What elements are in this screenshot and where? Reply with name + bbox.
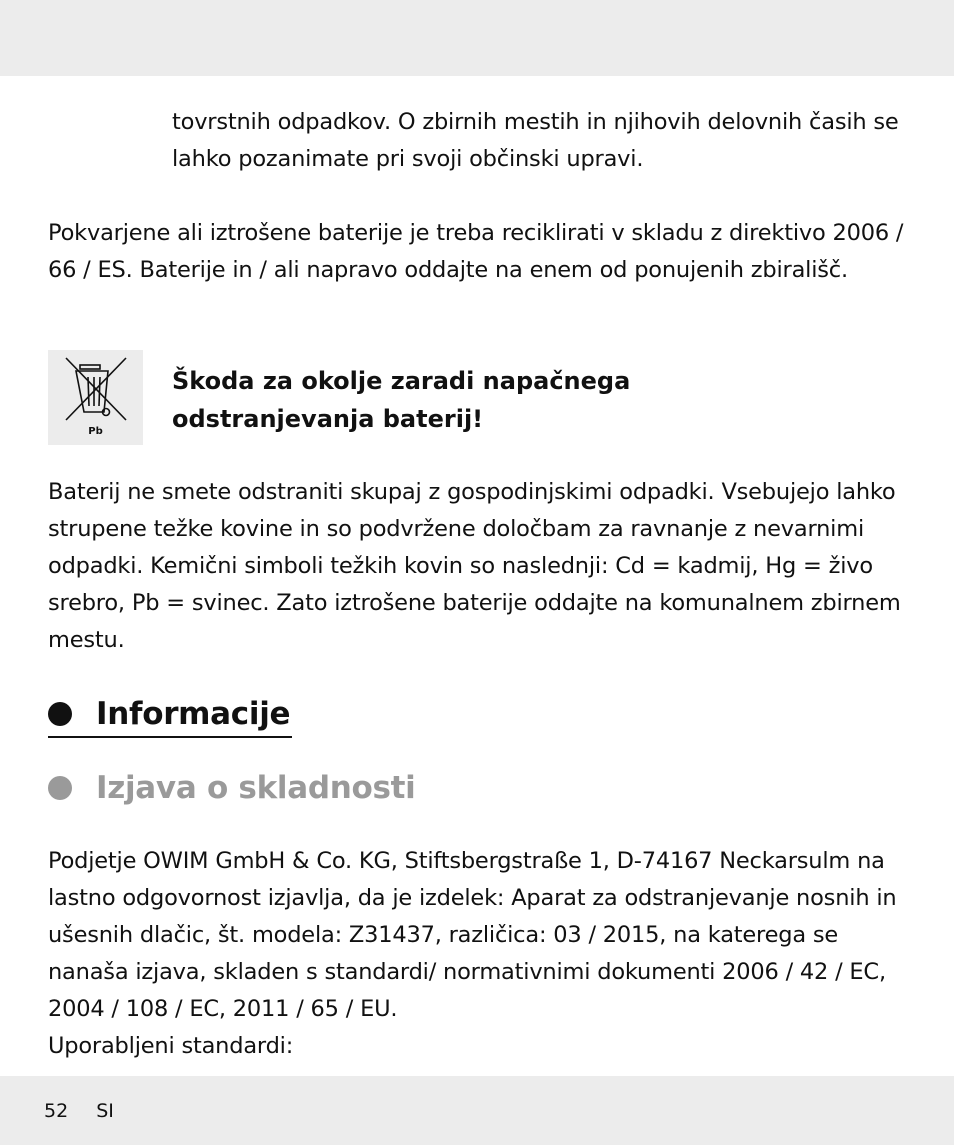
page-number: 52 [44, 1100, 69, 1122]
environment-warning [172, 362, 872, 438]
section-heading [48, 692, 292, 738]
continuation-paragraph: tovrstnih odpadkov. O zbirnih mestih in njihovih delovnih časih se lahko pozanimate pri svoji občinski upravi. [172, 109, 899, 172]
heavy-metals-paragraph: Baterij ne smete odstraniti skupaj z gospodinjskimi odpadki. Vsebujejo lahko strupene težke kovine in so podvržene določbam za ravnanje z nevarnimi odpadki. Kemični simboli težkih kovin so naslednji: Cd = kadmij, Hg = živo srebro, Pb = svinec. Zato iztrošene baterije oddajte na komunalnem zbirnem mestu. [48, 479, 901, 653]
bullet-dot [48, 702, 72, 726]
bullet-dot [48, 776, 72, 800]
subsection-heading [48, 768, 416, 808]
bottom-band [0, 1076, 954, 1145]
battery-recycling-paragraph: Pokvarjene ali iztrošene baterije je treba reciklirati v skladu z direktivo 2006 / 66 / ES. Baterije in / ali napravo oddajte na enem od ponujenih zbirališč. [48, 220, 904, 283]
section-heading-text: Informacije [96, 696, 291, 732]
top-band [0, 0, 954, 76]
subsection-heading-text: Izjava o skladnosti [96, 770, 416, 806]
declaration-text: Podjetje OWIM GmbH & Co. KG, Stiftsbergstraße 1, D-74167 Neckarsulm na lastno odgovornost izjavlja, da je izdelek: Aparat za odstranjevanje nosnih in ušesnih dlačic, št. modela: Z31437, različica: 03 / 2015, na katerega se nanaša izjava, skladen s standardi/ normativnimi dokumenti 2006 / 42 / EC, 2004 / 108 / EC, 2011 / 65 / EU. [48, 848, 897, 1022]
pb-label: Pb [88, 426, 103, 437]
page-footer [44, 1100, 114, 1122]
standards-label: Uporabljeni standardi: [48, 1033, 294, 1059]
warning-line-2: odstranjevanja baterij! [172, 405, 484, 433]
declaration-paragraph [48, 843, 918, 1065]
language-code: SI [96, 1100, 114, 1122]
warning-line-1: Škoda za okolje zaradi napačnega [172, 367, 631, 395]
battery-disposal-symbol [48, 350, 143, 445]
